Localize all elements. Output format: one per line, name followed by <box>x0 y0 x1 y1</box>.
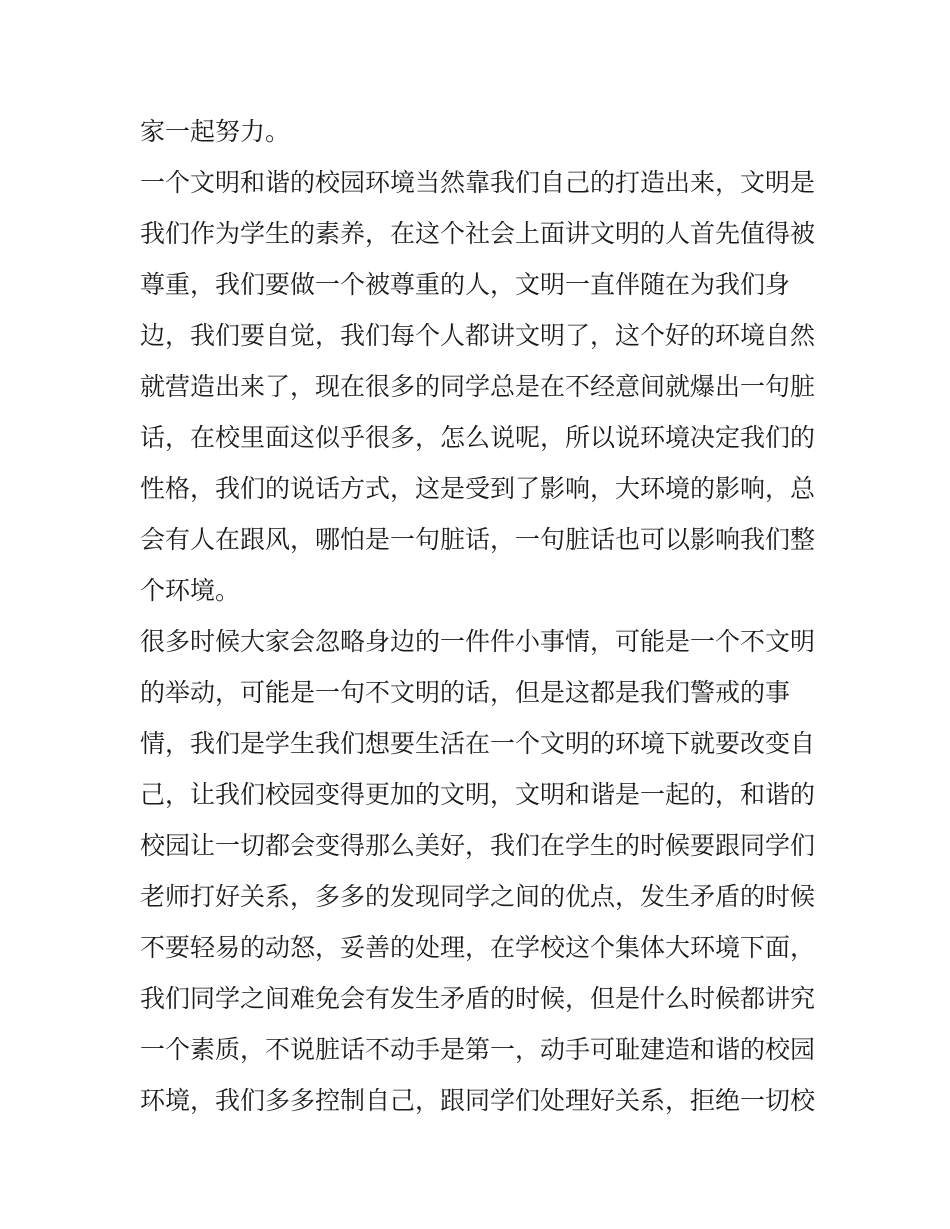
body-text <box>140 106 820 1126</box>
text-line: 校园让一切都会变得那么美好，我们在学生的时候要跟同学们 <box>140 831 816 860</box>
text-line: 家一起努力。 <box>140 117 291 146</box>
text-line: 就营造出来了，现在很多的同学总是在不经意间就爆出一句脏 <box>140 372 816 401</box>
text-line: 一个文明和谐的校园环境当然靠我们自己的打造出来，文明是 <box>140 168 816 197</box>
text-line: 的举动，可能是一句不文明的话，但是这都是我们警戒的事 <box>140 678 791 707</box>
text-line: 话，在校里面这似乎很多，怎么说呢，所以说环境决定我们的 <box>140 423 816 452</box>
text-line: 会有人在跟风，哪怕是一句脏话，一句脏话也可以影响我们整 <box>140 525 816 554</box>
text-line: 我们作为学生的素养，在这个社会上面讲文明的人首先值得被 <box>140 219 816 248</box>
text-line: 一个素质，不说脏话不动手是第一，动手可耻建造和谐的校园 <box>140 1035 816 1064</box>
text-line: 不要轻易的动怒，妥善的处理，在学校这个集体大环境下面， <box>140 933 816 962</box>
text-line: 环境，我们多多控制自己，跟同学们处理好关系，拒绝一切校 <box>140 1086 816 1115</box>
text-line: 老师打好关系，多多的发现同学之间的优点，发生矛盾的时候 <box>140 882 816 911</box>
text-line: 尊重，我们要做一个被尊重的人，文明一直伴随在为我们身 <box>140 270 791 299</box>
text-line: 性格，我们的说话方式，这是受到了影响，大环境的影响，总 <box>140 474 816 503</box>
text-line: 己，让我们校园变得更加的文明，文明和谐是一起的，和谐的 <box>140 780 816 809</box>
text-line: 我们同学之间难免会有发生矛盾的时候，但是什么时候都讲究 <box>140 984 816 1013</box>
text-line: 情，我们是学生我们想要生活在一个文明的环境下就要改变自 <box>140 729 816 758</box>
text-line: 个环境。 <box>140 576 241 605</box>
text-line: 边，我们要自觉，我们每个人都讲文明了，这个好的环境自然 <box>140 321 816 350</box>
text-line: 很多时候大家会忽略身边的一件件小事情，可能是一个不文明 <box>140 627 816 656</box>
